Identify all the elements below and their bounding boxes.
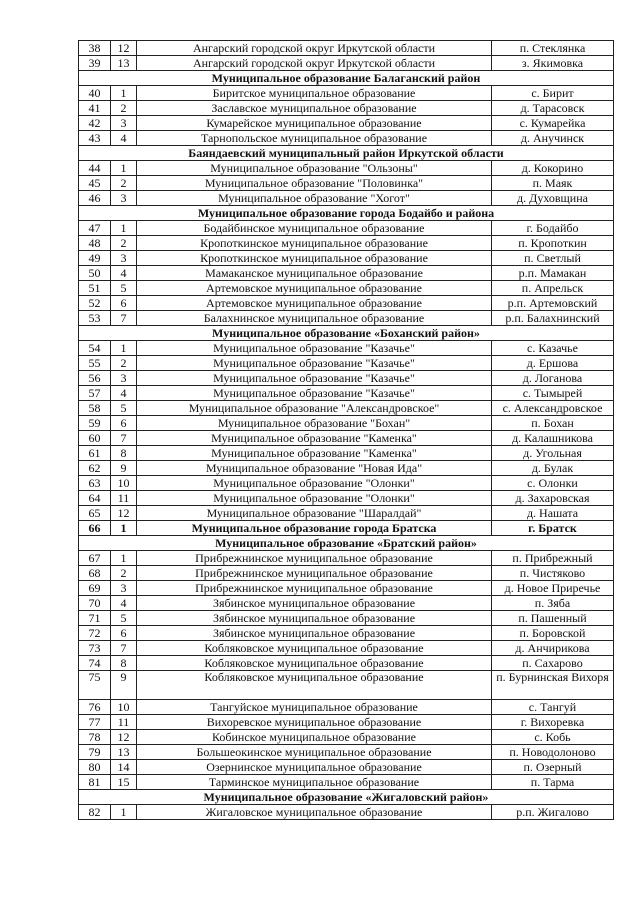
row-number: 49 [79, 251, 111, 266]
row-number: 60 [79, 431, 111, 446]
settlement-name: д. Анчирикова [492, 641, 614, 656]
row-subnumber: 10 [111, 476, 137, 491]
row-subnumber: 4 [111, 386, 137, 401]
table-row [79, 341, 614, 356]
municipality-name: Жигаловское муниципальное образование [137, 805, 492, 820]
table-row [79, 266, 614, 281]
table-row [79, 56, 614, 71]
row-number: 41 [79, 101, 111, 116]
row-number: 72 [79, 626, 111, 641]
municipality-name: Муниципальное образование "Хогот" [137, 191, 492, 206]
section-header-row [79, 146, 614, 161]
table-row [79, 745, 614, 760]
table-row [79, 131, 614, 146]
section-title: Муниципальное образование города Бодайбо и района [79, 206, 614, 221]
table-row [79, 431, 614, 446]
row-subnumber: 8 [111, 656, 137, 671]
row-number: 47 [79, 221, 111, 236]
municipality-name: Биритское муниципальное образование [137, 86, 492, 101]
settlement-name: д. Новое Приречье [492, 581, 614, 596]
settlement-name: д. Ершова [492, 356, 614, 371]
table-row [79, 116, 614, 131]
section-header-row [79, 790, 614, 805]
settlement-name: п. Кропоткин [492, 236, 614, 251]
row-subnumber: 8 [111, 446, 137, 461]
row-number: 67 [79, 551, 111, 566]
table-row [79, 296, 614, 311]
table-row [79, 251, 614, 266]
settlement-name: р.п. Мамакан [492, 266, 614, 281]
section-title: Муниципальное образование «Жигаловский район» [79, 790, 614, 805]
row-number: 57 [79, 386, 111, 401]
row-subnumber: 5 [111, 281, 137, 296]
row-number: 45 [79, 176, 111, 191]
row-subnumber: 6 [111, 626, 137, 641]
settlement-name: г. Братск [492, 521, 614, 536]
settlements-table [78, 40, 614, 820]
table-row [79, 86, 614, 101]
municipality-name: Муниципальное образование "Ользоны" [137, 161, 492, 176]
table-row [79, 371, 614, 386]
row-subnumber: 2 [111, 236, 137, 251]
row-number: 70 [79, 596, 111, 611]
table-row [79, 461, 614, 476]
table-row [79, 191, 614, 206]
table-row [79, 566, 614, 581]
table-row [79, 41, 614, 56]
settlement-name: с. Кобь [492, 730, 614, 745]
municipality-name: Тангуйское муниципальное образование [137, 700, 492, 715]
municipality-name: Заславское муниципальное образование [137, 101, 492, 116]
row-number: 55 [79, 356, 111, 371]
settlement-name: п. Прибрежный [492, 551, 614, 566]
row-number: 81 [79, 775, 111, 790]
row-subnumber: 13 [111, 56, 137, 71]
municipality-name: Прибрежнинское муниципальное образование [137, 566, 492, 581]
section-header-row [79, 326, 614, 341]
row-subnumber: 5 [111, 611, 137, 626]
settlement-name: п. Бурнинская Вихоря [492, 671, 614, 700]
row-subnumber: 2 [111, 356, 137, 371]
table-row [79, 641, 614, 656]
table-row [79, 730, 614, 745]
row-number: 65 [79, 506, 111, 521]
settlement-name: д. Логанова [492, 371, 614, 386]
row-number: 52 [79, 296, 111, 311]
section-title: Муниципальное образование «Братский район» [79, 536, 614, 551]
table-row [79, 386, 614, 401]
row-subnumber: 4 [111, 266, 137, 281]
row-number: 74 [79, 656, 111, 671]
settlement-name: д. Захаровская [492, 491, 614, 506]
settlement-name: с. Тымырей [492, 386, 614, 401]
settlement-name: д. Калашникова [492, 431, 614, 446]
municipality-name: Муниципальное образование "Бохан" [137, 416, 492, 431]
table-row [79, 236, 614, 251]
row-number: 61 [79, 446, 111, 461]
settlement-name: п. Чистяково [492, 566, 614, 581]
settlement-name: д. Угольная [492, 446, 614, 461]
municipality-name: Бодайбинское муниципальное образование [137, 221, 492, 236]
row-subnumber: 3 [111, 581, 137, 596]
settlement-name: п. Бохан [492, 416, 614, 431]
row-subnumber: 3 [111, 371, 137, 386]
municipality-name: Кропоткинское муниципальное образование [137, 236, 492, 251]
table-row [79, 476, 614, 491]
row-number: 54 [79, 341, 111, 356]
settlement-name: р.п. Артемовский [492, 296, 614, 311]
municipality-name: Муниципальное образование "Шаралдай" [137, 506, 492, 521]
settlement-name: р.п. Жигалово [492, 805, 614, 820]
municipality-name: Тарминское муниципальное образование [137, 775, 492, 790]
settlement-name: с. Олонки [492, 476, 614, 491]
row-subnumber: 1 [111, 86, 137, 101]
settlement-name: п. Озерный [492, 760, 614, 775]
row-subnumber: 11 [111, 491, 137, 506]
municipality-name: Ангарский городской округ Иркутской области [137, 41, 492, 56]
table-row [79, 551, 614, 566]
settlement-name: д. Нашата [492, 506, 614, 521]
municipality-name: Кобляковское муниципальное образование [137, 656, 492, 671]
row-subnumber: 2 [111, 101, 137, 116]
row-subnumber: 1 [111, 161, 137, 176]
settlement-name: д. Анучинск [492, 131, 614, 146]
settlement-name: п. Новодолоново [492, 745, 614, 760]
row-subnumber: 15 [111, 775, 137, 790]
row-number: 53 [79, 311, 111, 326]
row-number: 50 [79, 266, 111, 281]
municipality-name: Прибрежнинское муниципальное образование [137, 581, 492, 596]
row-subnumber: 13 [111, 745, 137, 760]
table-row [79, 176, 614, 191]
table-row [79, 521, 614, 536]
section-title: Баяндаевский муниципальный район Иркутской области [79, 146, 614, 161]
row-subnumber: 7 [111, 311, 137, 326]
settlement-name: п. Зяба [492, 596, 614, 611]
row-number: 64 [79, 491, 111, 506]
table-row [79, 506, 614, 521]
section-header-row [79, 71, 614, 86]
municipality-name: Мамаканское муниципальное образование [137, 266, 492, 281]
row-subnumber: 3 [111, 191, 137, 206]
municipality-name: Муниципальное образование "Каменка" [137, 446, 492, 461]
row-subnumber: 4 [111, 596, 137, 611]
row-subnumber: 1 [111, 551, 137, 566]
settlement-name: г. Бодайбо [492, 221, 614, 236]
row-subnumber: 7 [111, 431, 137, 446]
row-subnumber: 9 [111, 671, 137, 700]
row-number: 40 [79, 86, 111, 101]
settlement-name: п. Сахарово [492, 656, 614, 671]
municipality-name: Тарнопольское муниципальное образование [137, 131, 492, 146]
municipality-name: Муниципальное образование "Казачье" [137, 341, 492, 356]
settlement-name: с. Тангуй [492, 700, 614, 715]
table-row [79, 596, 614, 611]
table-row [79, 446, 614, 461]
section-header-row [79, 536, 614, 551]
municipality-name: Муниципальное образование "Каменка" [137, 431, 492, 446]
settlement-name: п. Маяк [492, 176, 614, 191]
settlement-name: з. Якимовка [492, 56, 614, 71]
table-row [79, 161, 614, 176]
settlement-name: г. Вихоревка [492, 715, 614, 730]
municipality-name: Артемовское муниципальное образование [137, 281, 492, 296]
row-number: 48 [79, 236, 111, 251]
table-row [79, 221, 614, 236]
municipality-name: Муниципальное образование "Новая Ида" [137, 461, 492, 476]
settlement-name: п. Пашенный [492, 611, 614, 626]
table-row [79, 356, 614, 371]
row-number: 46 [79, 191, 111, 206]
row-number: 68 [79, 566, 111, 581]
table-row [79, 760, 614, 775]
table-row [79, 700, 614, 715]
municipality-name: Прибрежнинское муниципальное образование [137, 551, 492, 566]
municipality-name: Зябинское муниципальное образование [137, 626, 492, 641]
row-number: 39 [79, 56, 111, 71]
settlement-name: с. Кумарейка [492, 116, 614, 131]
row-number: 42 [79, 116, 111, 131]
row-number: 43 [79, 131, 111, 146]
section-title: Муниципальное образование «Боханский район» [79, 326, 614, 341]
row-subnumber: 2 [111, 176, 137, 191]
row-subnumber: 3 [111, 251, 137, 266]
table-row [79, 775, 614, 790]
municipality-name: Муниципальное образование "Олонки" [137, 476, 492, 491]
settlement-name: д. Духовщина [492, 191, 614, 206]
row-number: 63 [79, 476, 111, 491]
table-row [79, 401, 614, 416]
row-subnumber: 2 [111, 566, 137, 581]
row-subnumber: 5 [111, 401, 137, 416]
row-subnumber: 14 [111, 760, 137, 775]
row-subnumber: 11 [111, 715, 137, 730]
table-row [79, 805, 614, 820]
section-title: Муниципальное образование Балаганский район [79, 71, 614, 86]
row-number: 59 [79, 416, 111, 431]
row-number: 78 [79, 730, 111, 745]
settlement-name: п. Апрельск [492, 281, 614, 296]
row-number: 66 [79, 521, 111, 536]
municipality-name: Балахнинское муниципальное образование [137, 311, 492, 326]
row-subnumber: 12 [111, 41, 137, 56]
settlement-name: р.п. Балахнинский [492, 311, 614, 326]
row-subnumber: 6 [111, 416, 137, 431]
settlement-name: п. Боровской [492, 626, 614, 641]
settlement-name: д. Кокорино [492, 161, 614, 176]
settlement-name: п. Светлый [492, 251, 614, 266]
row-subnumber: 1 [111, 341, 137, 356]
settlement-name: д. Тарасовск [492, 101, 614, 116]
settlement-name: п. Стеклянка [492, 41, 614, 56]
row-number: 73 [79, 641, 111, 656]
table-row [79, 281, 614, 296]
row-number: 71 [79, 611, 111, 626]
row-subnumber: 9 [111, 461, 137, 476]
row-number: 76 [79, 700, 111, 715]
municipality-name: Муниципальное образование "Половинка" [137, 176, 492, 191]
table-row [79, 311, 614, 326]
municipality-name: Кумарейское муниципальное образование [137, 116, 492, 131]
row-subnumber: 1 [111, 221, 137, 236]
row-subnumber: 10 [111, 700, 137, 715]
settlement-name: с. Казачье [492, 341, 614, 356]
municipality-name: Кобляковское муниципальное образование [137, 641, 492, 656]
municipality-name: Кобинское муниципальное образование [137, 730, 492, 745]
row-subnumber: 7 [111, 641, 137, 656]
municipality-name: Муниципальное образование "Казачье" [137, 356, 492, 371]
table-row [79, 715, 614, 730]
row-number: 44 [79, 161, 111, 176]
municipality-name: Большеокинское муниципальное образование [137, 745, 492, 760]
table-row [79, 101, 614, 116]
municipality-name: Ангарский городской округ Иркутской области [137, 56, 492, 71]
table-row [79, 491, 614, 506]
municipality-name: Зябинское муниципальное образование [137, 611, 492, 626]
table-row [79, 656, 614, 671]
row-number: 80 [79, 760, 111, 775]
table-row [79, 626, 614, 641]
row-number: 79 [79, 745, 111, 760]
row-number: 69 [79, 581, 111, 596]
row-subnumber: 12 [111, 506, 137, 521]
settlement-name: д. Булак [492, 461, 614, 476]
settlements-table-body [79, 41, 614, 820]
row-subnumber: 1 [111, 805, 137, 820]
row-number: 82 [79, 805, 111, 820]
row-subnumber: 1 [111, 521, 137, 536]
row-number: 58 [79, 401, 111, 416]
table-row [79, 581, 614, 596]
municipality-name: Муниципальное образование "Олонки" [137, 491, 492, 506]
municipality-name: Муниципальное образование "Казачье" [137, 386, 492, 401]
settlement-name: п. Тарма [492, 775, 614, 790]
municipality-name: Артемовское муниципальное образование [137, 296, 492, 311]
municipality-name: Кобляковское муниципальное образование [137, 671, 492, 700]
row-subnumber: 12 [111, 730, 137, 745]
settlement-name: с. Бирит [492, 86, 614, 101]
section-header-row [79, 206, 614, 221]
row-number: 51 [79, 281, 111, 296]
row-number: 56 [79, 371, 111, 386]
municipality-name: Озернинское муниципальное образование [137, 760, 492, 775]
row-number: 75 [79, 671, 111, 700]
municipality-name: Муниципальное образование "Казачье" [137, 371, 492, 386]
settlement-name: с. Александровское [492, 401, 614, 416]
municipality-name: Кропоткинское муниципальное образование [137, 251, 492, 266]
municipality-name: Муниципальное образование города Братска [137, 521, 492, 536]
row-subnumber: 4 [111, 131, 137, 146]
municipality-name: Муниципальное образование "Александровское" [137, 401, 492, 416]
table-row [79, 416, 614, 431]
table-row [79, 671, 614, 700]
municipality-name: Вихоревское муниципальное образование [137, 715, 492, 730]
row-number: 62 [79, 461, 111, 476]
row-subnumber: 6 [111, 296, 137, 311]
municipality-name: Зябинское муниципальное образование [137, 596, 492, 611]
row-number: 77 [79, 715, 111, 730]
table-row [79, 611, 614, 626]
row-subnumber: 3 [111, 116, 137, 131]
row-number: 38 [79, 41, 111, 56]
